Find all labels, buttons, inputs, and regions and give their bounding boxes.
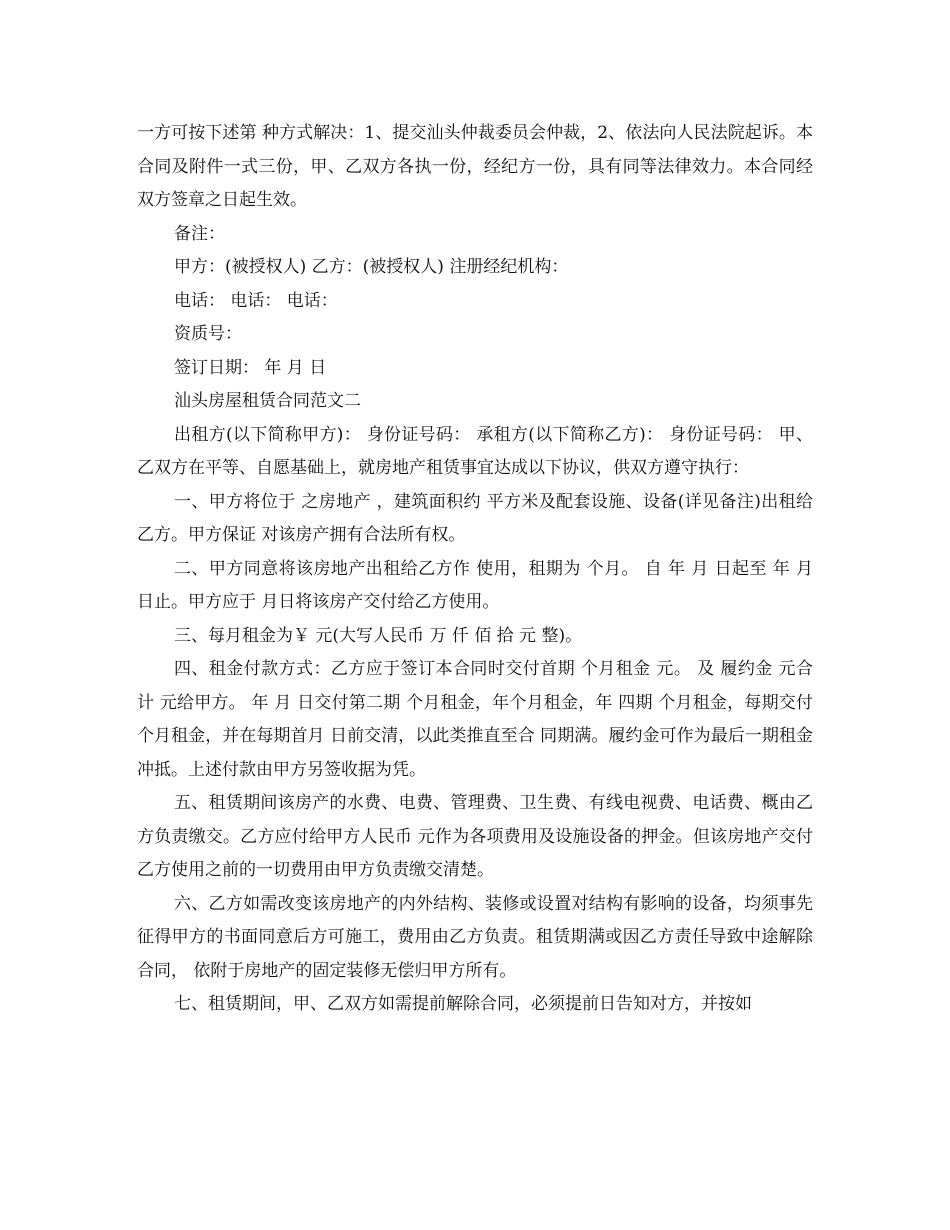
clause-2: 二、甲方同意将该房地产出租给乙方作 使用，租期为 个月。 自 年 月 日起至 年 月 日止。甲方应于 月日将该房产交付给乙方使用。 <box>137 558 813 612</box>
clause-4: 四、租金付款方式：乙方应于签订本合同时交付首期 个月租金 元。 及 履约金 元合计 元给甲方。 年 月 日交付第二期 个月租金，年个月租金，年 四期 个月租金，每期交付 个月租金，并在每期首月 日前交清，以此类推直至合 同期满。履约金可作为最后一期租金冲抵。上述付款由甲方另签收据为凭。 <box>137 659 813 780</box>
paragraph-signing-date: 签订日期： 年 月 日 <box>174 357 327 378</box>
paragraph-parties: 甲方：(被授权人) 乙方：(被授权人) 注册经纪机构： <box>174 257 569 277</box>
paragraph-dispute-resolution: 一方可按下述第 种方式解决：1、提交汕头仲裁委员会仲裁，2、依法向人民法院起诉。本合同及附件一式三份，甲、乙双方各执一份，经纪方一份，具有同等法律效力。本合同经双方签章之日起生效。 <box>137 123 813 210</box>
paragraph-phones: 电话： 电话： 电话： <box>174 290 338 311</box>
paragraph-remarks: 备注： <box>174 223 225 244</box>
clause-1: 一、甲方将位于 之房地产 ，建筑面积约 平方米及配套设施、设备(详见备注)出租给乙方。甲方保证 对该房产拥有合法所有权。 <box>137 491 813 545</box>
clause-5: 五、租赁期间该房产的水费、电费、管理费、卫生费、有线电视费、电话费、概由乙方负责缴交。乙方应付给甲方人民币 元作为各项费用及设施设备的押金。但该房地产交付乙方使用之前的一切费用由甲方负责缴交清楚。 <box>137 793 813 880</box>
paragraph-qualification: 资质号： <box>174 324 242 344</box>
clause-6: 六、乙方如需改变该房地产的内外结构、装修或设置对结构有影响的设备，均须事先征得甲方的书面同意后方可施工，费用由乙方负责。租赁期满或因乙方责任导致中途解除合同， 依附于房地产的固定装修无偿归甲方所有。 <box>137 893 813 981</box>
clause-3: 三、每月租金为￥ 元(大写人民币 万 仟 佰 拾 元 整)。 <box>174 625 583 646</box>
document-body <box>137 117 813 1022</box>
paragraph-preamble: 出租方(以下简称甲方)： 身份证号码： 承租方(以下简称乙方)： 身份证号码： 甲、 乙双方在平等、自愿基础上，就房地产租赁事宜达成以下协议，供双方遵守执行： <box>137 424 813 478</box>
section-title: 汕头房屋租赁合同范文二 <box>174 391 361 411</box>
clause-7: 七、租赁期间，甲、乙双方如需提前解除合同，必须提前日告知对方，并按如 <box>174 994 752 1014</box>
